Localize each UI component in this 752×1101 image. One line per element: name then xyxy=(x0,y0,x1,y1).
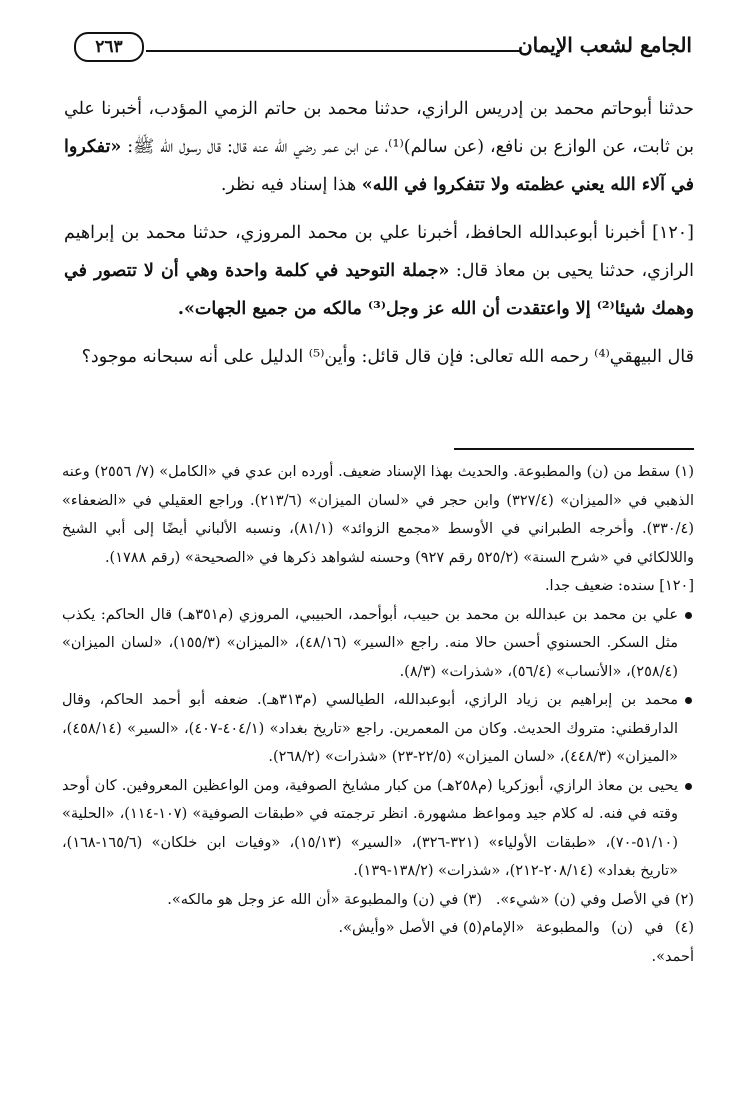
narrator-note-1: علي بن محمد بن عبدالله بن محمد بن حبيب، أبوأحمد، الحبيبي، المروزي (م٣٥١هـ) قال الحاكم: يكذب مثل السكر. الحسنوي أحسن حالا منه. راجع «السير» (٤٨/١٦)، «الميزان» (١٥٥/٣)، «لسان الميزان» (٢٥٨/٤)، «الأنساب» (٥٦/٤)، «شذرات» (٨/٣). xyxy=(62,601,694,687)
paragraph-hadith-120 xyxy=(64,214,694,328)
isnad-text: حدثنا أبوحاتم محمد بن إدريس الرازي، حدثنا محمد بن حاتم الزمي المؤدب، أخبرنا علي بن ثابت، عن الوازع بن نافع، (عن سالم)⁽¹⁾، عن ابن عمر رضي الله عنه قال: قال رسول الله ﷺ: xyxy=(64,99,694,157)
footnote-3: (٣) في (ن) والمطبوعة «أن الله عز وجل هو مالكه». xyxy=(167,891,482,908)
bayhaqi-text: قال البيهقي⁽⁴⁾ رحمه الله تعالى: فإن قال قائل: وأين⁽⁵⁾ الدليل على أنه سبحانه موجود؟ xyxy=(81,347,694,367)
footnote-1: (١) سقط من (ن) والمطبوعة. والحديث بهذا الإسناد ضعيف. أورده ابن عدي في «الكامل» (٧/ ٢٥٥٦) وعنه الذهبي في «الميزان» (٣٢٧/٤) وابن حجر في «لسان الميزان» (٢١٣/٦). وراجع العقيلي في «الضعفاء» (٣٣٠/٤). وأخرجه الطبراني في الأوسط «مجمع الزوائد» (٨١/١)، ونسبه الألباني أيضًا إلى أبي الشيخ واللالكائي في «شرح السنة» (٥٢٥/٢ رقم ٩٢٧) وحسنه لشواهد ذكرها في «الصحيحة» (رقم ١٧٨٨). xyxy=(62,464,694,566)
book-title: الجامع لشعب الإيمان xyxy=(517,33,692,57)
footnote-5: (٥) في الأصل «وأيش». xyxy=(338,920,482,936)
footnote-row-4-5 xyxy=(62,914,694,971)
paragraph-hadith-1 xyxy=(64,90,694,204)
isnad-comment: هذا إسناد فيه نظر. xyxy=(220,175,362,195)
paragraph-bayhaqi xyxy=(64,338,694,376)
page-number: ٢٦٣ xyxy=(74,32,144,62)
header-rule xyxy=(146,50,520,52)
footnote-120-heading: [١٢٠] سنده: ضعيف جدا. xyxy=(544,578,694,594)
footnote-2: (٢) في الأصل وفي (ن) «شيء». xyxy=(495,891,694,908)
isnad-text: [١٢٠] أخبرنا أبوعبدالله الحافظ، أخبرنا علي بن محمد المروزي، حدثنا محمد بن إبراهيم الرازي، حدثنا يحيى بن معاذ قال: xyxy=(64,223,694,281)
hadith-quote: «جملة التوحيد في كلمة واحدة وهي أن لا تتصور في وهمك شيئا⁽²⁾ إلا واعتقدت أن الله عز وجل⁽³⁾ مالكه من جميع الجهات». xyxy=(64,261,694,319)
footnote-4: (٤) في (ن) والمطبوعة «الإمام أحمد». xyxy=(482,920,694,965)
narrator-note-2: محمد بن إبراهيم بن زياد الرازي، أبوعبدالله، الطيالسي (م٣١٣هـ). ضعفه أبو أحمد الحاكم، وقال الدارقطني: متروك الحديث. وكان من المعمرين. راجع «تاريخ بغداد» (٤٠٤/١-٤٠٧)، «السير» (٤٥٨/١٤)، «الميزان» (٤٤٨/٣)، «لسان الميزان» (٢٢/٥-٢٣) «شذرات» (٢٦٨/٢). xyxy=(62,686,694,772)
footnote-divider xyxy=(454,448,694,450)
footnote-row-2-3 xyxy=(62,886,694,915)
main-text xyxy=(64,90,694,376)
running-header xyxy=(72,30,692,64)
narrator-note-3: يحيى بن معاذ الرازي، أبوزكريا (م٢٥٨هـ) من كبار مشايخ الصوفية، ومن الواعظين المعروفين. كان أوحد وقته في فنه. له كلام جيد ومواعظ مشهورة. انظر ترجمته في «طبقات الصوفية» (١٠٧-١١٤)، «الحلية» (٥١/١٠-٧٠)، «طبقات الأولياء» (٣٢١-٣٢٦)، «السير» (١٥/١٣)، «وفيات ابن خلكان» (١٦٥/٦-١٦٨)، «تاريخ بغداد» (٢٠٨/١٤-٢١٢)، «شذرات» (١٣٨/٢-١٣٩). xyxy=(62,772,694,886)
hadith-quote: «تفكروا في آلاء الله يعني عظمته ولا تتفكروا في الله» xyxy=(64,137,694,195)
footnotes xyxy=(62,458,694,971)
